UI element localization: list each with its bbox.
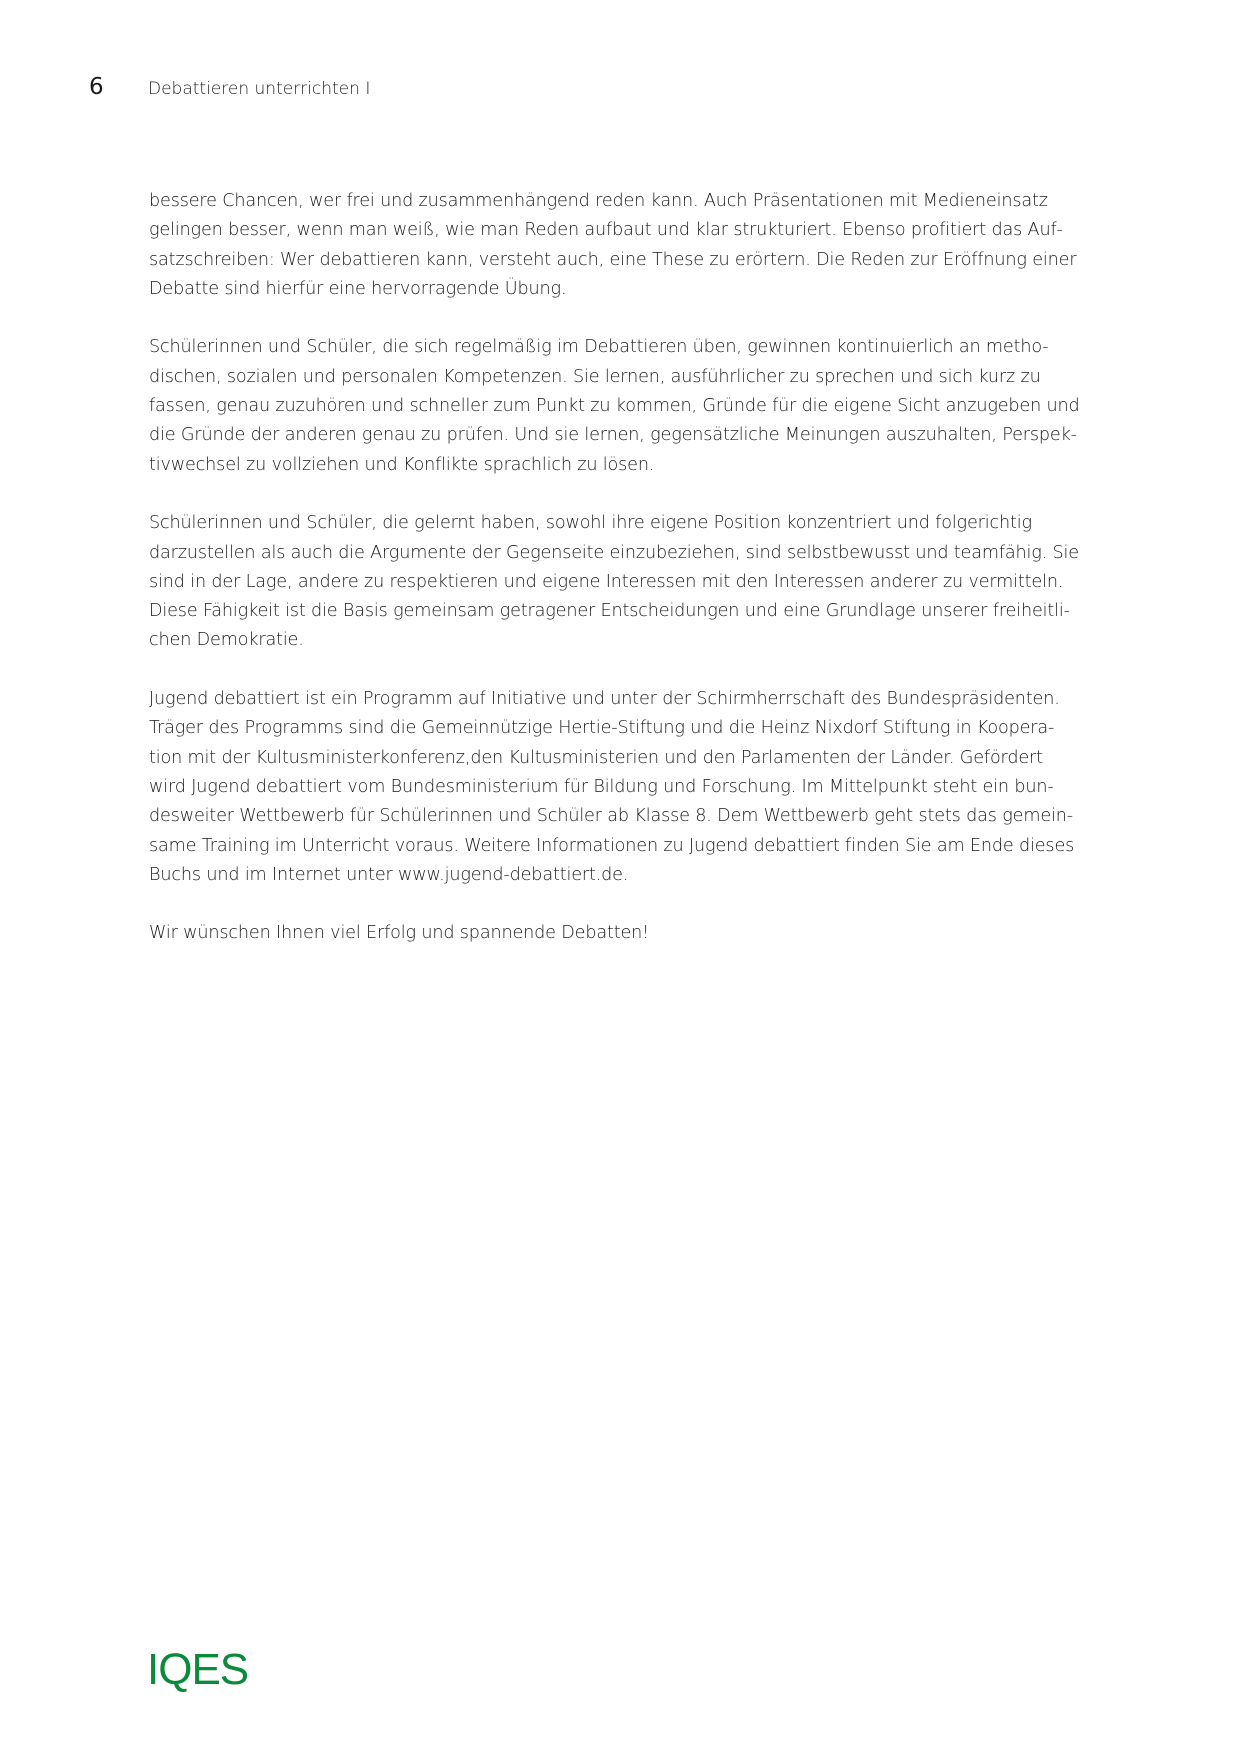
text-line: sind in der Lage, andere zu respektieren und eigene Interessen mit den Interessen anderer zu vermitteln. <box>149 571 1064 592</box>
text-line: dischen, sozialen und personalen Kompetenzen. Sie lernen, ausführlicher zu sprechen und sich kurz zu <box>149 366 1041 387</box>
paragraph <box>149 685 1109 890</box>
paragraph <box>149 333 1109 479</box>
body-text <box>149 187 1109 978</box>
text-line: Wir wünschen Ihnen viel Erfolg und spannende Debatten! <box>149 923 650 944</box>
text-line: tivwechsel zu vollziehen und Konflikte sprachlich zu lösen. <box>149 454 655 475</box>
text-line: same Training im Unterricht voraus. Weitere Informationen zu Jugend debattiert finden Sie am Ende dieses <box>149 835 1075 856</box>
text-line: Debatte sind hierfür eine hervorragende Übung. <box>149 278 567 299</box>
text-line: bessere Chancen, wer frei und zusammenhängend reden kann. Auch Präsentationen mit Medieneinsatz <box>149 191 1048 211</box>
text-line: Jugend debattiert ist ein Programm auf Initiative und unter der Schirmherrschaft des Bundespräsidenten. <box>149 689 1060 710</box>
paragraph <box>149 919 1109 948</box>
text-line: Träger des Programms sind die Gemeinnützige Hertie-Stiftung und die Heinz Nixdorf Stiftung in Koopera- <box>149 718 1055 739</box>
text-line: Schülerinnen und Schüler, die sich regelmäßig im Debattieren üben, gewinnen kontinuierlich an metho- <box>149 337 1049 358</box>
paragraph <box>149 187 1109 304</box>
text-line: Diese Fähigkeit ist die Basis gemeinsam getragener Entscheidungen und eine Grundlage unserer freiheitli- <box>149 601 1070 622</box>
text-line: chen Demokratie. <box>149 630 304 651</box>
text-line: Buchs und im Internet unter www.jugend-debattiert.de. <box>149 864 629 885</box>
text-line: satzschreiben: Wer debattieren kann, versteht auch, eine These zu erörtern. Die Reden zur Eröffnung einer <box>149 249 1077 270</box>
running-title: Debattieren unterrichten I <box>148 79 371 99</box>
text-line: fassen, genau zuzuhören und schneller zum Punkt zu kommen, Gründe für die eigene Sicht anzugeben und <box>149 396 1080 417</box>
text-line: gelingen besser, wenn man weiß, wie man Reden aufbaut und klar strukturiert. Ebenso profitiert das Auf- <box>149 220 1063 241</box>
text-line: Schülerinnen und Schüler, die gelernt haben, sowohl ihre eigene Position konzentriert und folgerichtig <box>149 513 1032 534</box>
text-line: die Gründe der anderen genau zu prüfen. Und sie lernen, gegensätzliche Meinungen auszuhalten, Perspek- <box>149 425 1077 446</box>
text-line: wird Jugend debattiert vom Bundesministerium für Bildung und Forschung. Im Mittelpunkt steht ein bun- <box>149 776 1054 797</box>
iqes-logo: IQES <box>147 1645 249 1694</box>
text-line: desweiter Wettbewerb für Schülerinnen und Schüler ab Klasse 8. Dem Wettbewerb geht stets das gemein- <box>149 806 1073 827</box>
paragraph <box>149 509 1109 655</box>
page-number: 6 <box>89 74 104 100</box>
text-line: tion mit der Kultusministerkonferenz,den Kultusministerien und den Parlamenten der Länder. Gefördert <box>149 747 1043 768</box>
text-line: darzustellen als auch die Argumente der Gegenseite einzubeziehen, sind selbstbewusst und teamfähig. Sie <box>149 542 1079 563</box>
